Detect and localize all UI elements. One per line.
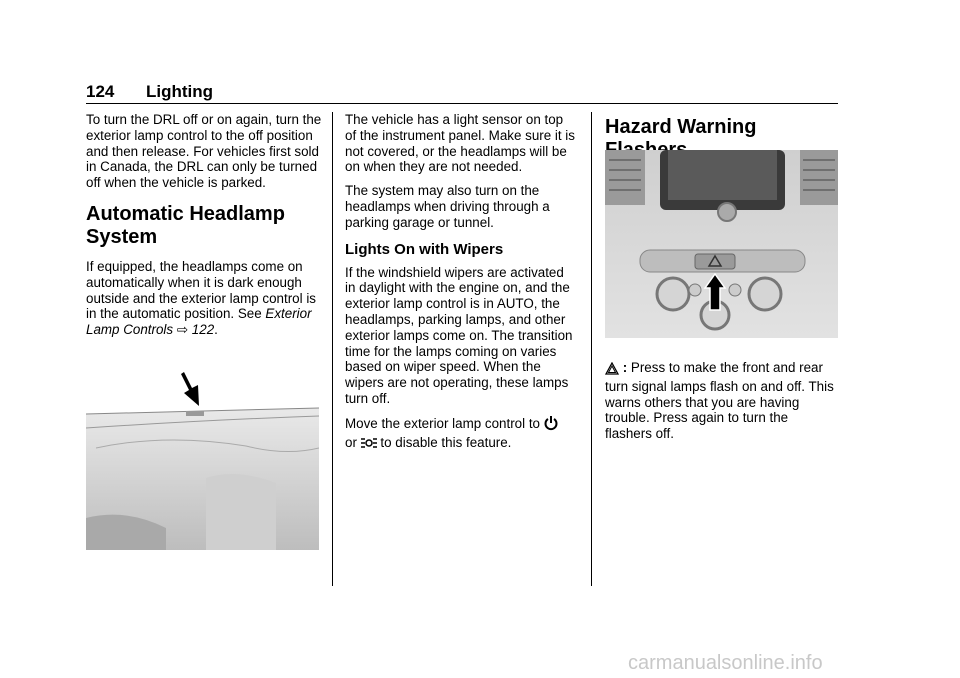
section-title: Lighting [146,82,214,101]
column-2 [345,112,577,461]
power-off-icon [544,415,558,435]
column-divider-1 [332,112,333,586]
auto-headlamp-paragraph: If equipped, the headlamps come on automatically when it is dark enough outside and the exterior lamp control is in the automatic position. See Exterior Lamp Controls ⇨ 122. [86,258,316,338]
header-rule [86,103,838,104]
hazard-triangle-icon [605,362,619,379]
cross-reference-icon: ⇨ [176,322,189,338]
hazard-button-figure [605,150,838,338]
drl-paragraph: To turn the DRL off or on again, turn the exterior lamp control to the off position and then release. For vehicles first sold in Canada, the DRL can only be turned off when the vehicle is parked. [86,112,322,191]
watermark: carmanualsonline.info [628,652,823,674]
disable-paragraph: Move the exterior lamp control to or to disable this feature. [345,415,577,454]
wipers-paragraph: If the windshield wipers are activated in daylight with the engine on, and the exterior lamp control is in AUTO, the headlamps, parking lamps, and other exterior lamps come on. The transition time for the lamps coming on varies based on wiper speed. When the wipers are not operating, these lamps turn off. [345,264,573,406]
column-divider-2 [591,112,592,586]
automatic-headlamp-heading: Automatic Headlamp System [86,202,285,248]
light-sensor [186,411,204,416]
page-number: 124 [86,82,115,101]
tunnel-paragraph: The system may also turn on the headlamps when driving through a parking garage or tunnel. [345,183,550,230]
hazard-description: : Press to make the front and rear turn signal lamps flash on and off. This warns others that you are having trouble. Press again to turn the flashers off. [605,360,834,442]
parking-lamp-icon [361,436,377,454]
lights-on-wipers-heading: Lights On with Wipers [345,240,504,258]
cross-reference-link[interactable]: Exterior Lamp Controls [86,306,312,338]
page-header [86,82,838,104]
light-sensor-figure [86,368,319,550]
column-1 [86,112,322,346]
page-reference[interactable]: 122 [191,322,215,338]
sensor-paragraph: The vehicle has a light sensor on top of the instrument panel. Make sure it is not covered, or the headlamps will be on when they are not needed. [345,112,575,175]
hazard-heading: Hazard Warning [605,116,757,138]
